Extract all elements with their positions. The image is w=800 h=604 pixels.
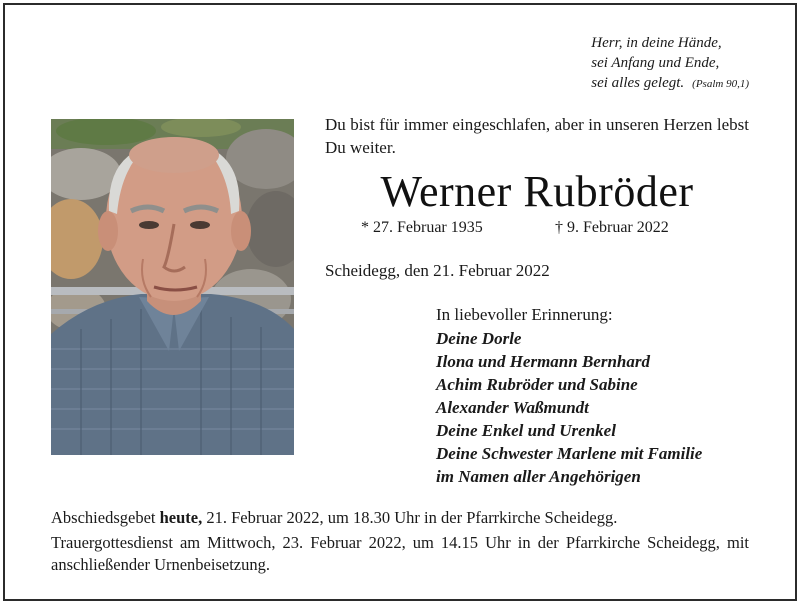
mourner-name: Deine Schwester Marlene mit Familie <box>436 444 703 463</box>
mourners-block <box>436 304 702 488</box>
mourner-name: Deine Enkel und Urenkel <box>436 421 616 440</box>
psalm-line-2: sei Anfang und Ende, <box>591 55 720 71</box>
psalm-quote <box>591 33 749 94</box>
death-date: † 9. Februar 2022 <box>555 219 669 236</box>
psalm-reference: (Psalm 90,1) <box>692 78 749 90</box>
prayer-notice <box>51 507 749 529</box>
psalm-line-3: sei alles gelegt. <box>591 75 685 91</box>
mourner-name: Alexander Waßmundt <box>436 398 589 417</box>
prayer-details: 21. Februar 2022, um 18.30 Uhr in der Pfarrkirche Scheidegg. <box>206 508 618 527</box>
deceased-name: Werner Rubröder <box>380 167 694 216</box>
intro-text: Du bist für immer eingeschlafen, aber in unseren Herzen lebst Du weiter. <box>325 115 749 157</box>
prayer-emphasis: heute, <box>159 508 203 527</box>
mourner-name: im Namen aller Angehörigen <box>436 467 641 486</box>
mourner-name: Achim Rubröder und Sabine <box>436 375 638 394</box>
mourners-lead: In liebevoller Erinnerung: <box>436 305 613 324</box>
mourner-name: Ilona und Hermann Bernhard <box>436 352 650 371</box>
place-date: Scheidegg, den 21. Februar 2022 <box>325 261 550 280</box>
funeral-notice: Trauergottesdienst am Mittwoch, 23. Februar 2022, um 14.15 Uhr in der Pfarrkirche Scheidegg, mit anschließender Urnenbeisetzung. <box>51 533 749 574</box>
service-notices <box>51 507 749 576</box>
psalm-line-1: Herr, in deine Hände, <box>591 35 722 51</box>
prayer-prefix: Abschiedsgebet <box>51 508 156 527</box>
mourner-name: Deine Dorle <box>436 329 522 348</box>
portrait-photo <box>51 119 294 455</box>
birth-date: * 27. Februar 1935 <box>361 219 483 236</box>
